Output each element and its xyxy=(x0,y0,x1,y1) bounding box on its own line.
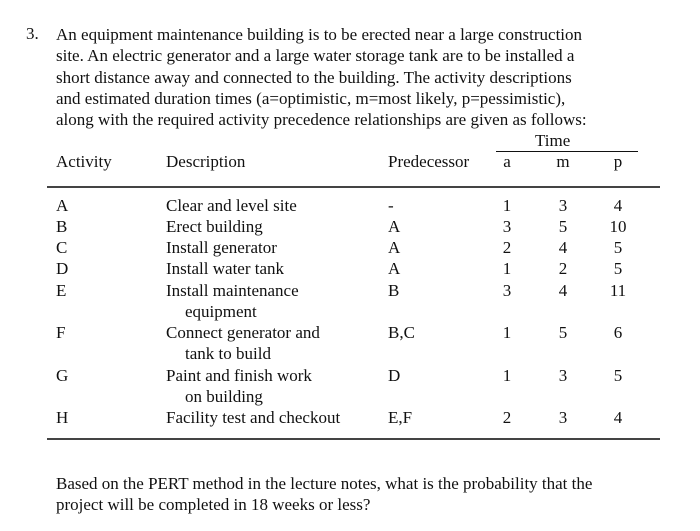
cell-activity: B xyxy=(56,217,68,236)
cell-description: Connect generator and xyxy=(166,323,320,342)
cell-description-continued: equipment xyxy=(185,302,257,321)
cell-activity: F xyxy=(56,323,66,342)
header-p: p xyxy=(613,152,623,171)
cell-p: 4 xyxy=(613,196,623,215)
intro-line: and estimated duration times (a=optimistic, m=most likely, p=pessimistic), xyxy=(56,88,566,108)
cell-m: 5 xyxy=(558,217,568,236)
cell-description: Install generator xyxy=(166,238,277,257)
cell-a: 1 xyxy=(502,323,512,342)
cell-m: 4 xyxy=(558,238,568,257)
cell-activity: G xyxy=(56,366,69,385)
cell-predecessor: A xyxy=(388,217,401,236)
intro-line: site. An electric generator and a large water storage tank are to be installed a xyxy=(56,46,575,66)
cell-a: 2 xyxy=(502,408,512,427)
header-m: m xyxy=(556,152,570,171)
cell-description: Install water tank xyxy=(166,259,285,278)
intro-line: short distance away and connected to the building. The activity descriptions xyxy=(56,67,572,87)
question-line: Based on the PERT method in the lecture notes, what is the probability that the xyxy=(56,474,593,493)
problem-number: 3. xyxy=(26,24,39,43)
cell-activity: E xyxy=(56,281,67,300)
cell-p: 10 xyxy=(609,217,627,236)
cell-p: 4 xyxy=(613,408,623,427)
cell-description-continued: on building xyxy=(185,387,263,406)
question-line: project will be completed in 18 weeks or less? xyxy=(56,495,371,514)
cell-a: 2 xyxy=(502,238,512,257)
cell-a: 3 xyxy=(502,281,512,300)
header-a: a xyxy=(503,152,511,171)
cell-a: 1 xyxy=(502,259,512,278)
cell-m: 5 xyxy=(558,323,568,342)
cell-activity: A xyxy=(56,196,69,215)
cell-m: 4 xyxy=(558,281,568,300)
cell-predecessor: E,F xyxy=(388,408,413,427)
cell-m: 3 xyxy=(558,196,568,215)
cell-activity: D xyxy=(56,259,69,278)
table-top-rule xyxy=(47,186,660,188)
cell-predecessor: A xyxy=(388,259,401,278)
cell-description: Install maintenance xyxy=(166,281,299,300)
cell-predecessor: B,C xyxy=(388,323,415,342)
cell-activity: H xyxy=(56,408,69,427)
cell-description: Clear and level site xyxy=(166,196,297,215)
cell-description-continued: tank to build xyxy=(185,344,271,363)
header-description: Description xyxy=(166,152,246,171)
question xyxy=(56,473,656,515)
cell-description: Facility test and checkout xyxy=(166,408,341,427)
cell-a: 1 xyxy=(502,366,512,385)
table-bottom-rule xyxy=(47,438,660,440)
cell-m: 3 xyxy=(558,366,568,385)
header-predecessor: Predecessor xyxy=(388,152,470,171)
header-activity: Activity xyxy=(56,152,112,171)
intro-line: An equipment maintenance building is to be erected near a large construction xyxy=(56,25,583,44)
cell-predecessor: B xyxy=(388,281,400,300)
cell-p: 11 xyxy=(609,281,627,300)
cell-description: Paint and finish work xyxy=(166,366,312,385)
cell-m: 3 xyxy=(558,408,568,427)
cell-p: 5 xyxy=(613,259,623,278)
time-header: Time xyxy=(535,131,571,150)
cell-activity: C xyxy=(56,238,68,257)
cell-predecessor: A xyxy=(388,238,401,257)
cell-p: 5 xyxy=(613,238,623,257)
cell-a: 1 xyxy=(502,196,512,215)
cell-m: 2 xyxy=(558,259,568,278)
cell-predecessor: D xyxy=(388,366,401,385)
cell-description: Erect building xyxy=(166,217,263,236)
cell-predecessor: - xyxy=(388,196,394,215)
cell-p: 6 xyxy=(613,323,623,342)
intro-line: along with the required activity precedence relationships are given as follows: xyxy=(56,110,587,130)
cell-p: 5 xyxy=(613,366,623,385)
problem-statement xyxy=(56,24,656,130)
cell-a: 3 xyxy=(502,217,512,236)
